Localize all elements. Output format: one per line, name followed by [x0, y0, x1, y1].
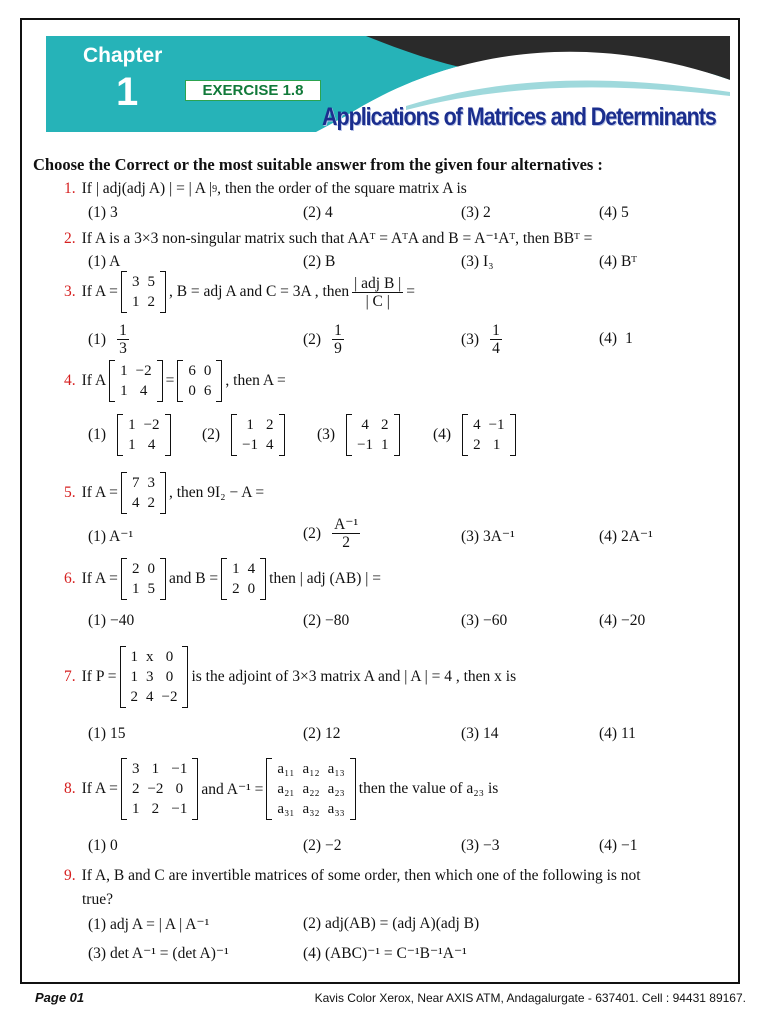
question-number: 5. [64, 484, 76, 501]
matrix-cell: 0 [247, 581, 256, 597]
option-number: (1) [88, 330, 107, 348]
option[interactable]: (2) B [303, 253, 336, 270]
matrix-cell: 0 [203, 363, 212, 379]
matrix [462, 414, 515, 456]
matrix-cell: 0 [175, 781, 184, 797]
exponent: 9 [212, 183, 218, 195]
option[interactable] [202, 414, 288, 456]
matrix-cell: a₃₂ [302, 801, 320, 817]
option-number: (4) [433, 426, 452, 443]
matrix-cell: 2 [131, 561, 140, 577]
option-number: (4) [599, 330, 618, 347]
matrix-cell: 1 [128, 437, 136, 453]
question-text: If P = [81, 668, 117, 685]
matrix-cell: 2 [147, 495, 155, 511]
question-8 [64, 758, 498, 820]
matrix-cell: a₁₁ [277, 761, 295, 777]
denominator: 2 [342, 534, 350, 551]
fraction [332, 516, 360, 551]
matrix-cell: 3 [131, 274, 140, 290]
matrix-cell: 0 [165, 649, 174, 665]
question-text-end: is the adjoint of 3×3 matrix A and | A | = 4 , then x is [191, 668, 517, 685]
option-number: (3) [317, 426, 336, 443]
matrix-cell: −1 [171, 761, 188, 777]
option[interactable] [433, 414, 519, 456]
matrix-cell: x [146, 649, 154, 665]
matrix-cell: 2 [381, 417, 389, 433]
question-9-continued: true? [82, 891, 113, 908]
matrix [109, 360, 162, 402]
matrix-cell: 4 [131, 495, 140, 511]
option[interactable]: (3) −3 [461, 837, 500, 854]
fraction [352, 275, 403, 310]
option[interactable]: (3) −60 [461, 612, 508, 629]
matrix-cell: 3 [146, 669, 154, 685]
question-number: 7. [64, 668, 76, 685]
option[interactable]: (2) 12 [303, 725, 341, 742]
question-text-mid: and A⁻¹ = [201, 780, 264, 798]
option[interactable]: (4) Bᵀ [599, 253, 637, 270]
matrix-cell: −1 [357, 437, 374, 453]
question-text: If | adj(adj A) | = | A | [81, 180, 213, 197]
matrix-cell: 4 [266, 437, 274, 453]
question-text: If A = [81, 283, 118, 300]
matrix-cell: a₁₂ [302, 761, 320, 777]
question-text: If A is a 3×3 non-singular matrix such that AAᵀ = AᵀA and B = A⁻¹Aᵀ, then BBᵀ = [81, 230, 593, 247]
option[interactable]: (3) 14 [461, 725, 499, 742]
question-text-end: , then 9I₂ − A = [168, 484, 265, 501]
option[interactable]: (1) −40 [88, 612, 135, 629]
option[interactable] [599, 330, 633, 348]
option[interactable]: (4) 2A⁻¹ [599, 528, 653, 545]
matrix-a [121, 758, 198, 820]
matrix-cell: a₂₂ [302, 781, 320, 797]
question-number: 1. [64, 180, 76, 197]
question-text-end: = [406, 283, 416, 300]
matrix-cell: 5 [147, 274, 155, 290]
page-number: Page 01 [35, 990, 85, 1005]
matrix-cell: 0 [147, 561, 155, 577]
option[interactable] [461, 322, 505, 357]
option-number: (1) [88, 426, 107, 443]
matrix-cell: 1 [151, 761, 160, 777]
question-1 [64, 180, 467, 198]
chapter-number: 1 [116, 70, 139, 114]
question-3 [64, 271, 415, 313]
matrix-cell: a₁₃ [327, 761, 345, 777]
matrix-a [121, 271, 166, 313]
matrix-cell: a₂₁ [277, 781, 295, 797]
question-text-end: then the value of a₂₃ is [358, 780, 499, 797]
question-5 [64, 472, 264, 514]
matrix [346, 414, 399, 456]
question-number: 2. [64, 229, 76, 247]
matrix-cell: 5 [147, 581, 155, 597]
fraction [332, 322, 344, 357]
question-text-mid: and B = [168, 570, 219, 587]
option[interactable]: (2) 4 [303, 204, 333, 221]
matrix-cell: 2 [151, 801, 160, 817]
matrix-p [120, 646, 189, 708]
option[interactable] [88, 322, 132, 357]
matrix [177, 360, 222, 402]
question-text-end: , then A = [225, 372, 286, 389]
option[interactable]: (4) −1 [599, 837, 638, 854]
question-text: If A = [81, 780, 118, 797]
matrix-cell: 1 [381, 437, 389, 453]
option[interactable]: (2) −80 [303, 612, 350, 629]
option-number: (3) [461, 330, 480, 348]
chapter-title: Applications of Matrices and Determinants [322, 103, 716, 131]
matrix-cell: −1 [242, 437, 259, 453]
matrix-cell: 4 [361, 417, 369, 433]
equals: = [165, 372, 175, 389]
matrix-cell: 7 [131, 475, 140, 491]
option[interactable] [88, 414, 174, 456]
option[interactable]: (1) 15 [88, 725, 126, 742]
matrix-cell: 2 [147, 294, 155, 310]
question-text: If A = [81, 570, 118, 587]
matrix-cell: 2 [266, 417, 274, 433]
matrix-cell: a₂₃ [327, 781, 345, 797]
option[interactable]: (1) adj A = | A | A⁻¹ [88, 916, 210, 933]
denominator: 9 [334, 340, 342, 357]
question-2 [64, 229, 592, 248]
fraction [117, 322, 129, 357]
denominator: 4 [492, 340, 500, 357]
option[interactable]: (1) 3 [88, 204, 118, 221]
option[interactable]: (4) (ABC)⁻¹ = C⁻¹B⁻¹A⁻¹ [303, 945, 467, 962]
option[interactable] [303, 322, 347, 357]
option[interactable]: (3) det A⁻¹ = (det A)⁻¹ [88, 945, 229, 962]
numerator: 1 [492, 322, 500, 339]
option[interactable]: (4) 5 [599, 204, 629, 221]
question-number: 3. [64, 283, 76, 300]
question-text-mid: , B = adj A and C = 3A , then [168, 283, 350, 300]
option[interactable]: (1) A⁻¹ [88, 528, 134, 545]
matrix-cell: 3 [147, 475, 155, 491]
matrix-cell: 1 [130, 649, 138, 665]
matrix-cell: 2 [131, 781, 140, 797]
matrix-cell: 1 [128, 417, 136, 433]
matrix-cell: a₃₁ [277, 801, 295, 817]
numerator: 1 [334, 322, 342, 339]
numerator: 1 [119, 322, 127, 339]
matrix-cell: 2 [473, 437, 481, 453]
option[interactable]: (3) I₃ [461, 253, 494, 270]
question-9 [64, 867, 641, 885]
matrix-cell: −2 [135, 363, 152, 379]
matrix-cell: −2 [161, 689, 178, 705]
matrix-a [121, 558, 166, 600]
option[interactable]: (2) adj(AB) = (adj A)(adj B) [303, 915, 480, 932]
question-number: 6. [64, 570, 76, 587]
fraction [490, 322, 502, 357]
question-text: If A [81, 372, 107, 389]
option[interactable]: (3) 3A⁻¹ [461, 528, 515, 545]
matrix-cell: 2 [130, 689, 138, 705]
exercise-badge: EXERCISE 1.8 [185, 80, 321, 101]
matrix-cell: 1 [232, 561, 240, 577]
matrix-cell: 3 [131, 761, 140, 777]
question-text-end: , then the order of the square matrix A is [217, 180, 467, 197]
option-value: 1 [625, 330, 633, 347]
matrix-cell: 1 [120, 383, 128, 399]
matrix-cell: 1 [246, 417, 254, 433]
matrix-cell: 1 [131, 581, 140, 597]
question-6 [64, 558, 381, 600]
matrix-cell: 4 [146, 689, 154, 705]
question-number: 8. [64, 780, 76, 797]
matrix-cell: 1 [131, 294, 140, 310]
question-text-end: then | adj (AB) | = [269, 570, 381, 587]
matrix-cell: 1 [131, 801, 140, 817]
chapter-label: Chapter [83, 44, 163, 67]
matrix-cell: 6 [203, 383, 212, 399]
matrix-cell: 4 [247, 561, 256, 577]
question-number: 4. [64, 372, 76, 389]
option[interactable]: (4) 11 [599, 725, 636, 742]
footer-address: Kavis Color Xerox, Near AXIS ATM, Andagalurgate - 637401. Cell : 94431 89167. [314, 991, 746, 1005]
matrix-cell: 2 [232, 581, 240, 597]
question-number: 9. [64, 867, 76, 884]
question-4 [64, 360, 286, 402]
matrix-a [121, 472, 166, 514]
option[interactable] [317, 414, 403, 456]
question-text: If A, B and C are invertible matrices of some order, then which one of the following is not [81, 867, 641, 884]
option-number: (2) [202, 426, 221, 443]
matrix-cell: 1 [130, 669, 138, 685]
matrix-cell: −1 [171, 801, 188, 817]
matrix-cell: 4 [473, 417, 481, 433]
matrix [117, 414, 170, 456]
numerator: A⁻¹ [334, 516, 359, 533]
matrix-cell: −2 [143, 417, 160, 433]
matrix [231, 414, 284, 456]
instruction: Choose the Correct or the most suitable answer from the given four alternatives : [33, 155, 603, 174]
option-number: (2) [303, 330, 322, 348]
matrix-cell: 6 [188, 363, 196, 379]
numerator: | adj B | [354, 274, 402, 292]
matrix-cell: 0 [188, 383, 196, 399]
matrix-cell: −2 [147, 781, 164, 797]
matrix-cell: a₃₃ [327, 801, 345, 817]
option[interactable]: (4) −20 [599, 612, 646, 629]
matrix-a-inverse [266, 758, 355, 820]
option-number: (2) [303, 524, 322, 542]
question-7 [64, 646, 516, 708]
matrix-cell: 1 [120, 363, 128, 379]
option[interactable]: (2) −2 [303, 837, 342, 854]
matrix-b [221, 558, 266, 600]
denominator: | C | [365, 292, 390, 310]
option[interactable]: (1) 0 [88, 837, 118, 854]
matrix-cell: 0 [165, 669, 174, 685]
matrix-cell: 1 [492, 437, 501, 453]
option[interactable] [303, 516, 363, 551]
denominator: 3 [119, 340, 127, 357]
question-text: If A = [81, 484, 118, 501]
matrix-cell: 4 [139, 383, 148, 399]
option[interactable]: (3) 2 [461, 204, 491, 221]
option[interactable]: (1) A [88, 253, 121, 270]
matrix-cell: 4 [147, 437, 156, 453]
matrix-cell: −1 [488, 417, 505, 433]
